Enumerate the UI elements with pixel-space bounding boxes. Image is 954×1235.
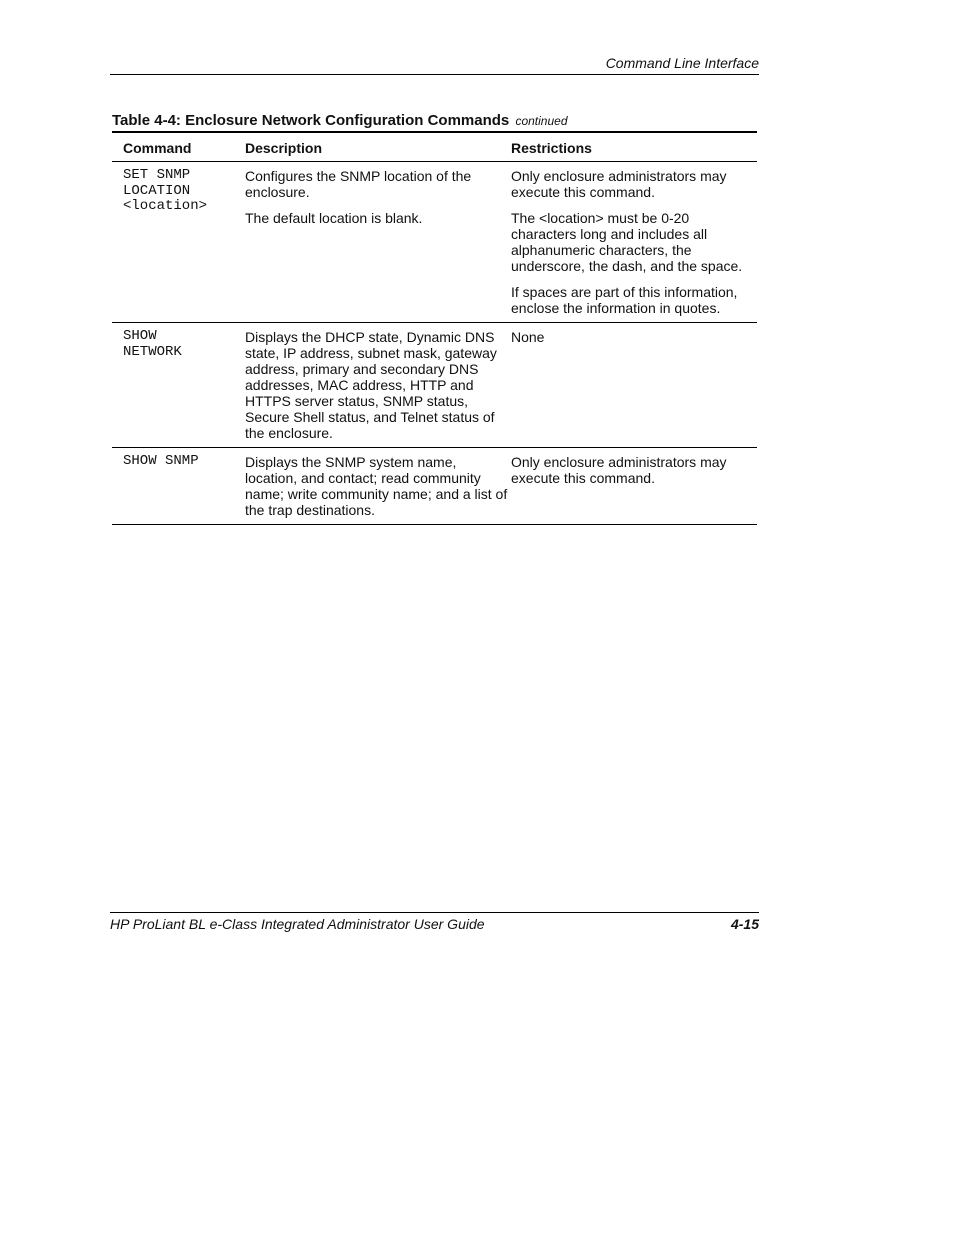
guide-title: HP ProLiant BL e-Class Integrated Administrator User Guide: [110, 916, 485, 932]
table-row: [112, 323, 757, 448]
table-header-row: [112, 132, 757, 162]
description-paragraph: Configures the SNMP location of the enclosure.: [245, 168, 472, 200]
description-paragraph: The default location is blank.: [245, 210, 423, 226]
description-cell: [245, 162, 511, 323]
restriction-paragraph: Only enclosure administrators may execute this command.: [511, 454, 727, 486]
description-paragraph: Displays the DHCP state, Dynamic DNS state, IP address, subnet mask, gateway address, primary and secondary DNS addresses, MAC address, HTTP and HTTPS server status, SNMP status, Secure Shell status, and Telnet status of the enclosure.: [245, 329, 497, 441]
restrictions-cell: [511, 323, 757, 448]
command-cell: SHOW NETWORK: [123, 328, 182, 360]
section-title: Command Line Interface: [605, 55, 759, 71]
page-number: 4-15: [730, 916, 759, 932]
description-paragraph: Displays the SNMP system name, location, and contact; read community name; write community name; and a list of the trap destinations.: [245, 454, 508, 518]
running-header: [110, 55, 759, 75]
restriction-paragraph: Only enclosure administrators may execute this command.: [511, 168, 727, 200]
table-row: [112, 448, 757, 525]
table-title: Table 4-4: Enclosure Network Configuration Commands: [112, 112, 510, 129]
running-footer: [110, 912, 759, 933]
commands-table: [112, 131, 757, 525]
restrictions-cell: [511, 448, 757, 525]
command-cell: SHOW SNMP: [123, 453, 199, 469]
restriction-paragraph: None: [511, 329, 545, 345]
column-header-description: Description: [245, 140, 323, 156]
description-cell: [245, 323, 511, 448]
command-cell: SET SNMP LOCATION <location>: [123, 167, 208, 214]
restriction-paragraph: The <location> must be 0-20 characters long and includes all alphanumeric characters, the underscore, the dash, and the space.: [511, 210, 743, 274]
restriction-paragraph: If spaces are part of this information, enclose the information in quotes.: [511, 284, 738, 316]
table-caption: [112, 112, 568, 129]
restrictions-cell: [511, 162, 757, 323]
table-row: [112, 162, 757, 323]
column-header-command: Command: [123, 140, 192, 156]
description-cell: [245, 448, 511, 525]
column-header-restrictions: Restrictions: [511, 140, 592, 156]
continued-label: continued: [515, 114, 568, 128]
